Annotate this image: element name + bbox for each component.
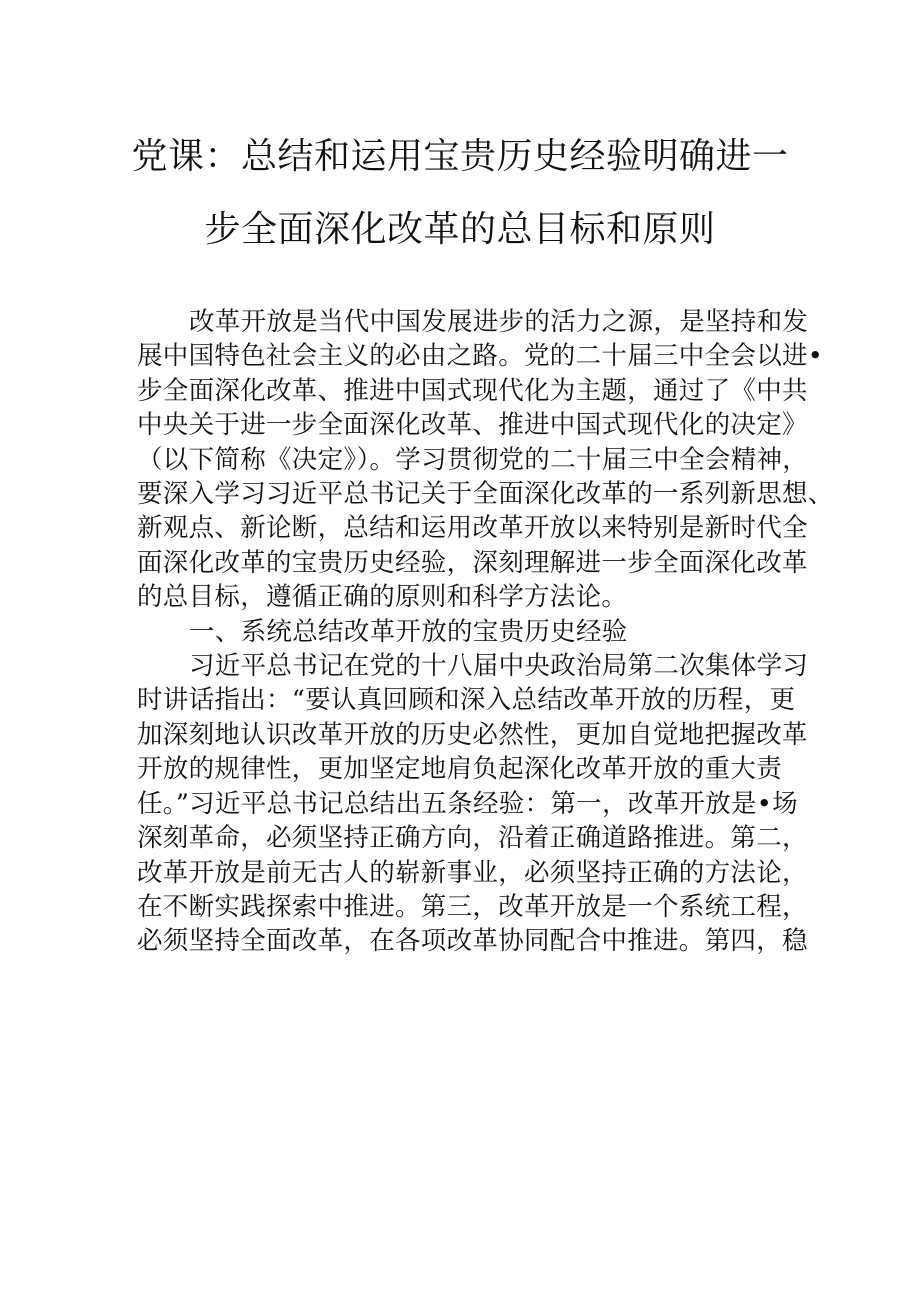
body-text-line: （以下简称《决定》）。学习贯彻党的二十届三中全会精神，	[137, 444, 809, 475]
body-text-line: 在不断实践探索中推进。第三，改革开放是一个系统工程，	[137, 891, 808, 922]
body-text-line: 改革开放是前无古人的崭新事业，必须坚持正确的方法论，	[137, 857, 808, 888]
body-text-line: 中央关于进一步全面深化改革、推进中国式现代化的决定》	[137, 410, 808, 441]
body-text-line: 深刻革命，必须坚持正确方向，沿着正确道路推进。第二，	[137, 823, 808, 854]
body-text-line: 改革开放是当代中国发展进步的活力之源，是坚持和发	[189, 307, 809, 337]
document-title-line-1: 党课：总结和运用宝贵历史经验明确进一	[131, 136, 789, 177]
body-text-line: 开放的规律性，更加坚定地肩负起深化改革开放的重大责	[137, 754, 783, 785]
body-text-line: 面深化改革的宝贵历史经验，深刻理解进一步全面深化改革	[137, 547, 808, 578]
document-title-line-2: 步全面深化改革的总目标和原则	[204, 209, 716, 250]
body-text-line: 新观点、新论断，总结和运用改革开放以来特别是新时代全	[137, 513, 808, 544]
body-text-line: 必须坚持全面改革，在各项改革协同配合中推进。第四，稳	[137, 926, 808, 957]
body-text-line: 加深刻地认识改革开放的历史必然性，更加自觉地把握改革	[137, 719, 808, 750]
body-text-line: 展中国特色社会主义的必由之路。党的二十届三中全会以进•	[137, 341, 824, 372]
document-body	[137, 305, 834, 959]
body-text-line: 习近平总书记在党的十八届中央政治局第二次集体学习	[189, 651, 809, 682]
body-text-line: 的总目标，遵循正确的原则和科学方法论。	[137, 582, 628, 613]
body-text-line: 步全面深化改革、推进中国式现代化为主题，通过了《中共	[137, 375, 808, 406]
body-text-line: 要深入学习习近平总书记关于全面深化改革的一系列新思想、	[137, 479, 834, 510]
body-text-line: 一、系统总结改革开放的宝贵历史经验	[189, 616, 628, 647]
body-text-line: 任。”习近平总书记总结出五条经验：第一，改革开放是•场	[137, 788, 798, 819]
body-text-line: 时讲话指出：“要认真回顾和深入总结改革开放的历程，更	[137, 685, 796, 716]
